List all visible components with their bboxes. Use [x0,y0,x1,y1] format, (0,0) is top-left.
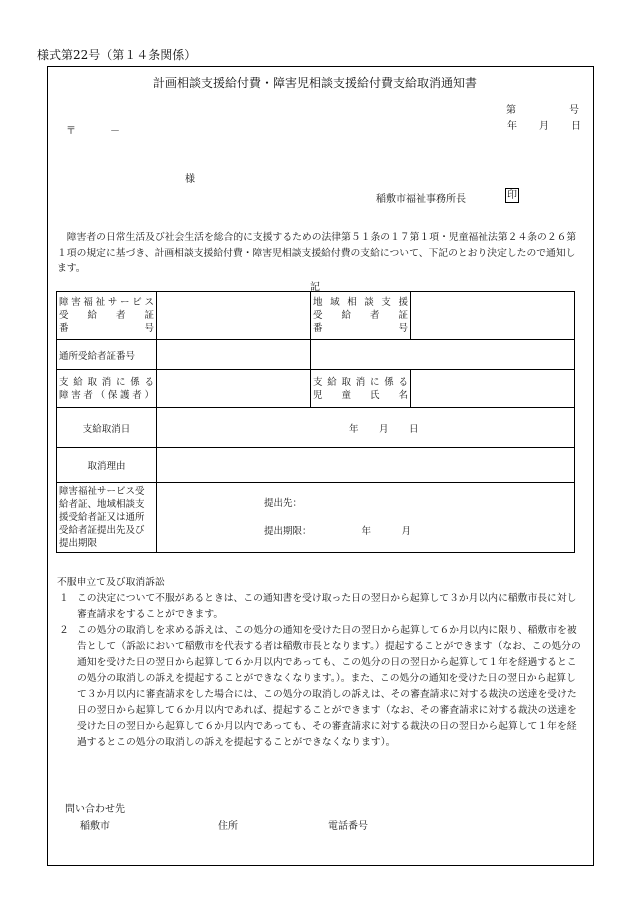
appeal-heading: 不服申立て及び取消訴訟 [57,577,165,588]
submit-details[interactable] [157,483,575,553]
disability-cert-number-boxes[interactable] [157,292,311,340]
reason-label: 取消理由 [57,448,157,483]
submit-deadline: 提出期限： 年 月 [264,525,412,537]
number-label: 第 [506,105,516,116]
regional-cert-number-boxes[interactable] [411,292,575,340]
addressee-suffix: 様 [185,174,195,185]
contact-address: 住所 [218,821,238,832]
postal-dash: － [110,126,120,137]
daycare-cert-number-boxes[interactable] [157,340,311,370]
child-name-label: 支給取消に係る 児 童 氏 名 [311,370,411,408]
date-day: 日 [571,121,581,132]
cancel-date-label: 支給取消日 [57,408,157,448]
regional-cert-label: 地域相談支援 受 給 者 証 番 号 [311,292,411,340]
reason-value[interactable] [157,448,575,483]
form-number: 様式第22号（第１４条関係） [37,48,197,62]
daycare-cert-label: 通所受給者証番号 [57,340,157,370]
daycare-cert-blank [311,340,575,370]
subject-person-label: 支給取消に係る 障害者（保護者） [57,370,157,408]
submit-to: 提出先： [264,497,303,509]
child-name-value[interactable] [411,370,575,408]
issuer-name: 稲敷市福祉事務所長 [376,194,466,205]
number-suffix: 号 [569,105,579,116]
subject-person-value[interactable] [157,370,311,408]
intro-paragraph: 障害者の日常生活及び社会生活を総合的に支援するための法律第５１条の１７第１項・児童福祉法第２４条の２６第１項の規定に基づき、計画相談支援給付費・障害児相談支援給付費の支給について、下記のとおり決定したので通知します。 [57,232,577,274]
disability-cert-label: 障害福祉サービス 受 給 者 証 番 号 [57,292,157,340]
document-title: 計画相談支援給付費・障害児相談支援給付費支給取消通知書 [152,76,477,90]
ki-mark: 記 [310,282,320,293]
details-table [56,291,575,553]
seal-box: 印 [507,190,517,201]
date-month: 月 [539,121,549,132]
date-year: 年 [507,121,517,132]
contact-city: 稲敷市 [80,821,110,832]
submit-label: 障害福祉サービス受 給者証、地域相談支 援受給者証又は通所 受給者証提出先及び 提出期限 [57,483,157,553]
cancel-date-value[interactable]: 年 月 日 [157,408,575,448]
appeal-item: ２ この処分の取消しを求める訴えは、この処分の通知を受けた日の翌日から起算して６か月以内に限り、稲敷市を被告として（訴訟において稲敷市を代表する者は稲敷市長となります。）提起することができます（なお、この処分の通知を受けた日の翌日から起算して６か月以内であっても、この処分の日の翌日から起算して１年を経過するとこの処分の取消しの訴えを提起することができなくなります。）。また、この処分の通知を受けた日の翌日から起算して３か月以内に審査請求をした場合には、この処分の取消しの訴えは、その審査請求に対する裁決の送達を受けた日の翌日から起算して６か月以内であれば、提起することができます（なお、その審査請求に対する裁決の送達を受けた日の翌日から起算して６か月以内であっても、その審査請求に対する裁決の日の翌日から起算して１年を経過するとこの処分の取消しの訴えを提起することができなくなります）。 [59,625,581,748]
postal-mark: 〒 [66,126,76,137]
contact-phone: 電話番号 [328,821,368,832]
contact-heading: 問い合わせ先 [65,804,125,815]
appeal-section [57,575,585,751]
contact-row [80,817,368,832]
appeal-item: １ この決定について不服があるときは、この通知書を受け取った日の翌日から起算して３か月以内に稲敷市長に対し審査請求をすることができます。 [59,593,577,620]
